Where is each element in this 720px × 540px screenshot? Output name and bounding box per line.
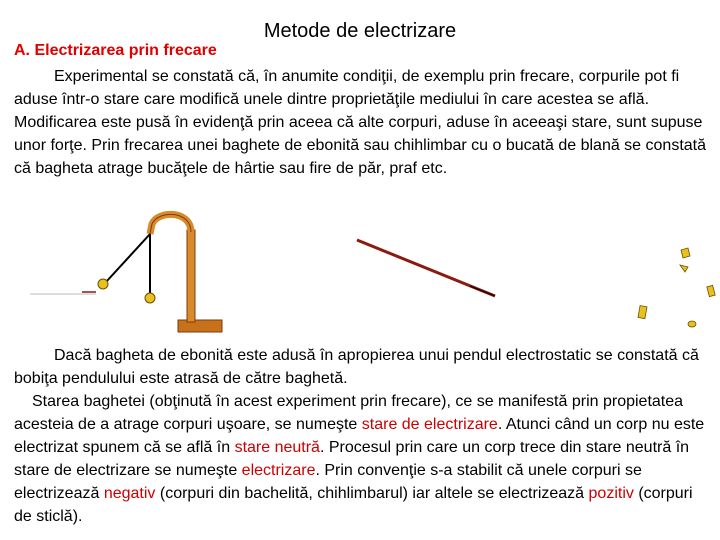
stand-arm — [150, 214, 191, 234]
term-positive: pozitiv — [588, 485, 634, 502]
text-segment: (corpuri de sticlă). — [14, 485, 693, 525]
paragraph-states — [14, 390, 714, 528]
pendulum-bead-attracted — [98, 279, 108, 289]
pendulum-bead — [145, 293, 155, 303]
term-neutral-state: stare neutră — [234, 439, 320, 456]
stand-pole — [187, 230, 195, 322]
term-electrization: electrizare — [241, 462, 316, 479]
paragraph-intro: Experimental se constată că, în anumite condiţii, de exemplu prin frecare, corpurile pot fi aduse într-o stare care modifică unele dintre proprietăţile mediului în care acestea se află. Modificarea este pusă în evidenţă prin aceea că alte corpuri, aduse în aceeaşi stare, sunt supuse unor forţe. Prin frecarea unei baghete de ebonită sau chihlimbar cu o bucată de blană se constată că bagheta atrage bucăţele de hârtie sau fire de păr, praf etc. — [14, 68, 707, 177]
text-segment: Starea baghetei (obţinută în acest experiment prin frecare), ce se manifestă prin propietatea acesteia de a atrage corpuri uşoare, se numeşte — [14, 393, 684, 433]
pendulum-stand — [150, 214, 222, 332]
text-segment: . Prin convenţie s-a stabilit că unele corpuri se electrizează — [14, 462, 642, 502]
text-segment: . Atunci când un corp nu este electrizat spunem că se află în — [14, 416, 705, 456]
slide-title: Metode de electrizare — [263, 20, 457, 42]
paper-bits — [638, 248, 715, 327]
text-segment: (corpuri din bachelită, chihlimbarul) iar altele se electrizează — [155, 485, 589, 502]
experiment-illustration — [0, 210, 720, 340]
term-negative: negativ — [103, 485, 156, 502]
paragraph-pendulum-and-states — [14, 344, 714, 528]
section-heading: A. Electrizarea prin frecare — [14, 42, 217, 59]
pendulum-thread-attracted — [106, 234, 150, 282]
text-segment: . Procesul prin care un corp trece din stare neutră în stare de electrizare se numeşte — [14, 439, 690, 479]
stand-base — [178, 320, 222, 332]
term-electrized-state: stare de electrizare — [361, 416, 498, 433]
paragraph-pendulum: Dacă bagheta de ebonită este adusă în apropierea unui pendul electrostatic se constată că bobiţa pendulului este atrasă de către baghetă. — [14, 347, 699, 387]
